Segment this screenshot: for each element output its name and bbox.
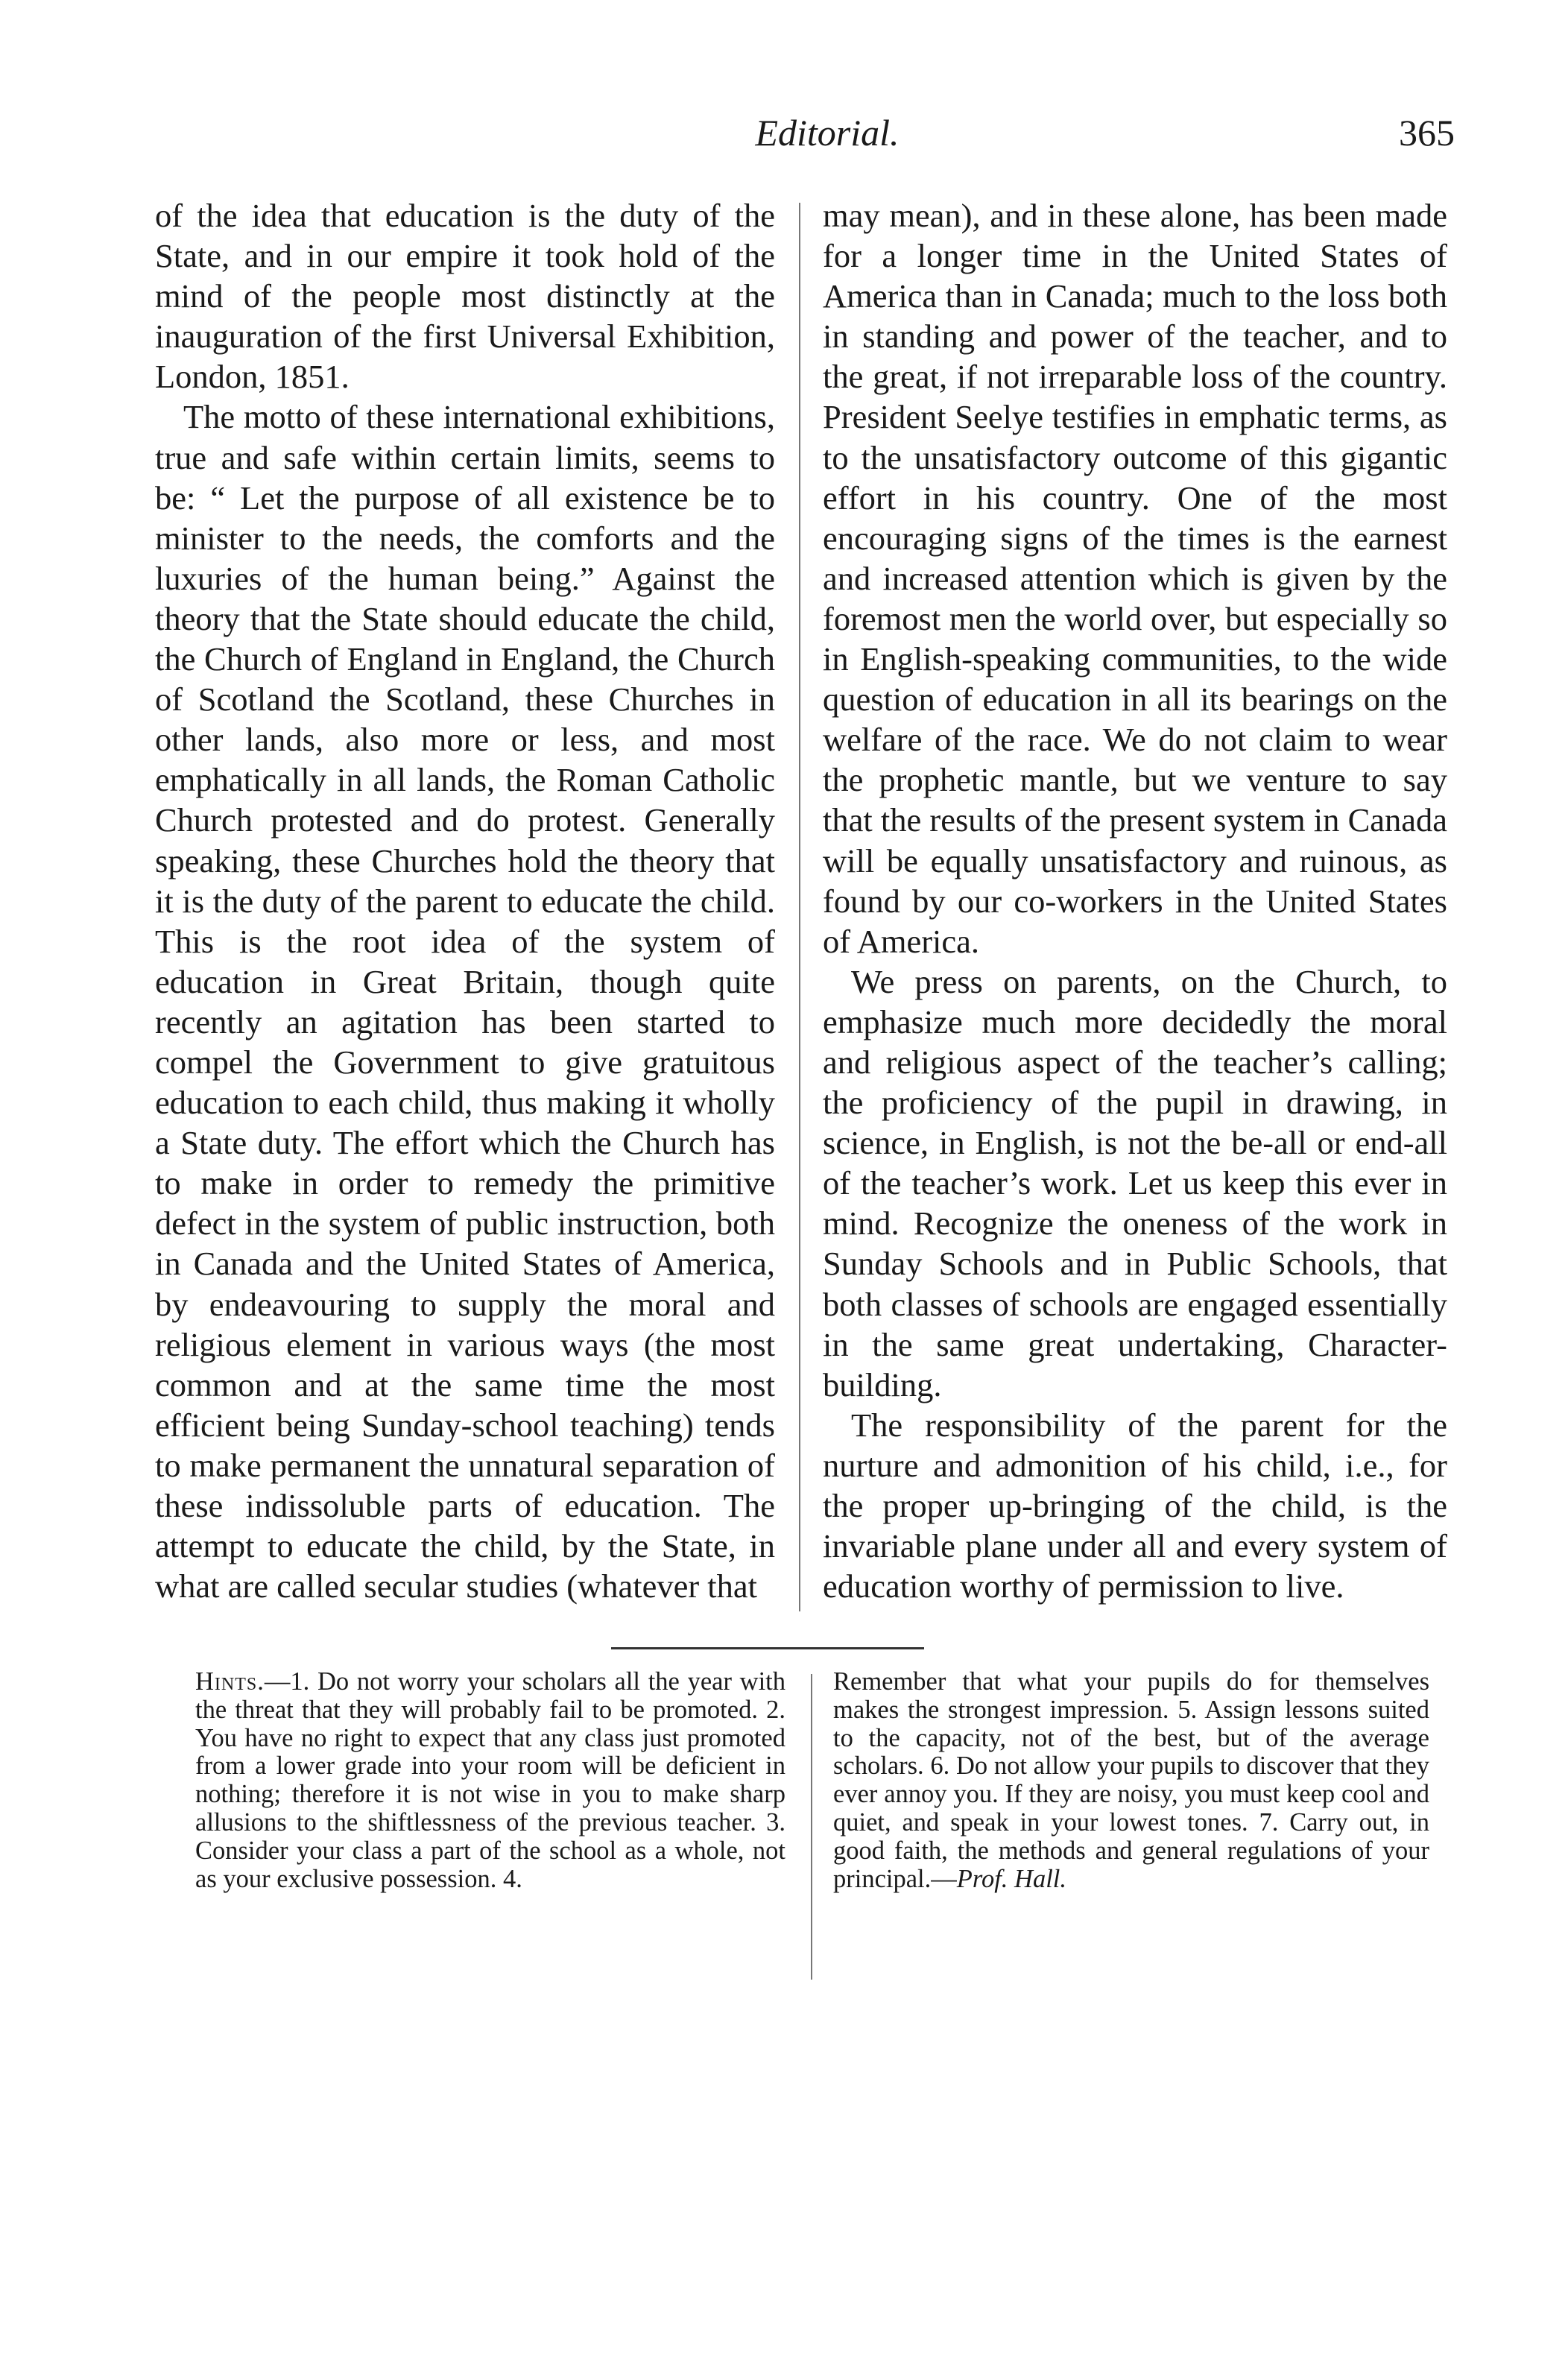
hints-column-divider	[811, 1674, 812, 1980]
paragraph: may mean), and in these alone, has been made for a longer time in the United States of America than in Canada; much to the loss both in standing and power of the teacher, and to the great, if not irreparable loss of the country. President Seelye testifies in emphatic terms, as to the unsatisfactory outcome of this gigantic effort in his country. One of the most encouraging signs of the times is the earnest and increased attention which is given by the foremost men the world over, but especially so in English-speaking communities, to the wide question of education in all its bearings on the welfare of the race. We do not claim to wear the prophetic mantle, but we venture to say that the results of the present system in Canada will be equally unsatisfactory and ruinous, as found by our co-workers in the United States of America.	[823, 197, 1447, 960]
hints-section	[195, 1668, 1462, 1996]
hints-text: —1. Do not worry your scholars all the year with the threat that they will probably fail to be promoted. 2. You have no right to expect that any class just promoted from a lower grade into your room will be deficient in nothing; therefore it is not wise in you to make sharp allusions to the shiftlessness of the previous teacher. 3. Consider your class a part of the school as a whole, not as your exclusive possession. 4.	[195, 1667, 785, 1893]
paragraph: The motto of these international exhibitions, true and safe within certain limits, seems to be: “ Let the purpose of all existence be to minister to the needs, the comforts and the luxuries of the human being.” Against the theory that the State should educate the child, the Church of England in England, the Church of Scotland the Scotland, these Churches in other lands, also more or less, and most emphatically in all lands, the Roman Catholic Church protested and do protest. Generally speaking, these Churches hold the theory that it is the duty of the parent to educate the child. This is the root idea of the system of education in Great Britain, though quite recently an agitation has been started to compel the Government to give gratuitous education to each child, thus making it wholly a State duty. The effort which the Church has to make in order to remedy the primitive defect in the system of public instruction, both in Canada and the United States of America, by endeavouring to supply the moral and religious element in various ways (the most common and at the same time the most efficient being Sunday-school teaching) tends to make permanent the unnatural separation of these indissoluble parts of education. The attempt to educate the child, by the State, in what are called secular studies (whatever that	[155, 398, 775, 1605]
paragraph: We press on parents, on the Church, to emphasize much more decidedly the moral and religious aspect of the teacher’s calling; the proficiency of the pupil in drawing, in science, in English, is not the be-all or end-all of the teacher’s work. Let us keep this ever in mind. Recognize the oneness of the work in Sunday Schools and in Public Schools, that both classes of schools are engaged essentially in the same great undertaking, Character-building.	[823, 962, 1447, 1403]
running-head	[157, 110, 1498, 162]
section-separator	[611, 1647, 924, 1649]
left-column	[155, 195, 775, 1606]
hints-paragraph	[833, 1668, 1429, 1893]
hints-right-column	[833, 1668, 1429, 1893]
hints-label: Hints.	[195, 1667, 265, 1696]
paragraph: The responsibility of the parent for the nurture and admonition of his child, i.e., for the proper up-bringing of the child, is the invariable plane under all and every system of education worthy of permission to live.	[823, 1406, 1447, 1605]
hints-credit: Prof. Hall.	[956, 1864, 1067, 1893]
hints-left-column	[195, 1668, 785, 1893]
column-divider	[799, 203, 800, 1611]
paragraph: of the idea that education is the duty of the State, and in our empire it took hold of the mind of the people most distinctly at the inauguration of the first Universal Exhibition, London, 1851.	[155, 197, 775, 396]
hints-text: Remember that what your pupils do for themselves makes the strongest impression. 5. Assign lessons suited to the capacity, not of the best, but of the average scholars. 6. Do not allow your pupils to discover that they ever annoy you. If they are noisy, you must keep cool and quiet, and speak in your lowest tones. 7. Carry out, in good faith, the methods and general regulations of your principal.—	[833, 1667, 1429, 1893]
main-text	[155, 195, 1449, 1619]
running-title: Editorial.	[755, 112, 900, 154]
page-number: 365	[1399, 112, 1455, 154]
hints-paragraph	[195, 1668, 785, 1893]
right-column	[823, 195, 1447, 1606]
